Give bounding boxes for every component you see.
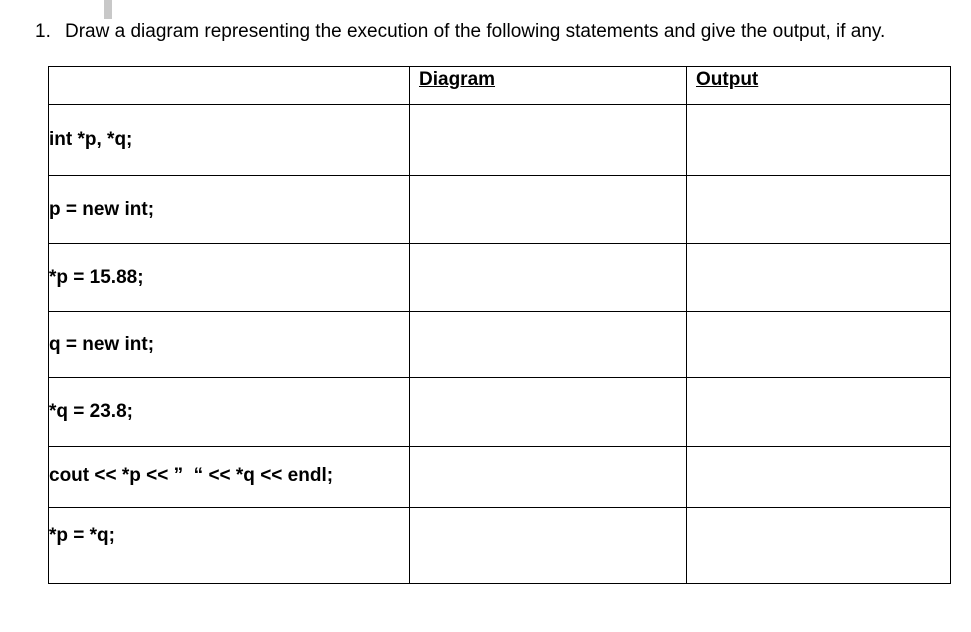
- question-number: 1.: [35, 21, 51, 42]
- table-row: [49, 105, 951, 176]
- statement-column-header: [49, 67, 410, 105]
- table-header-row: [49, 67, 951, 105]
- text-cursor-marker: [104, 0, 112, 19]
- diagram-cell[interactable]: [410, 508, 687, 584]
- question-text: Draw a diagram representing the execution of the following statements and give the output, if any.: [65, 21, 886, 42]
- table-row: [49, 176, 951, 244]
- statement-cell: *p = 15.88;: [49, 244, 410, 312]
- diagram-cell[interactable]: [410, 105, 687, 176]
- worksheet-table: [48, 66, 951, 584]
- statement-cell: p = new int;: [49, 176, 410, 244]
- output-cell[interactable]: [687, 447, 951, 508]
- output-cell[interactable]: [687, 312, 951, 378]
- output-cell[interactable]: [687, 378, 951, 447]
- output-cell[interactable]: [687, 244, 951, 312]
- output-cell[interactable]: [687, 176, 951, 244]
- statement-cell: int *p, *q;: [49, 105, 410, 176]
- statement-cell: cout << *p << ” “ << *q << endl;: [49, 447, 410, 508]
- diagram-cell[interactable]: [410, 176, 687, 244]
- output-column-header: Output: [687, 67, 951, 105]
- statement-cell: *q = 23.8;: [49, 378, 410, 447]
- output-cell[interactable]: [687, 105, 951, 176]
- diagram-column-header: Diagram: [410, 67, 687, 105]
- output-cell[interactable]: [687, 508, 951, 584]
- statement-cell: *p = *q;: [49, 508, 410, 584]
- diagram-cell[interactable]: [410, 312, 687, 378]
- table-row: [49, 244, 951, 312]
- diagram-cell[interactable]: [410, 447, 687, 508]
- table-row: [49, 312, 951, 378]
- table-row: [49, 378, 951, 447]
- statement-cell: q = new int;: [49, 312, 410, 378]
- table-row: [49, 508, 951, 584]
- table-row: [49, 447, 951, 508]
- diagram-cell[interactable]: [410, 244, 687, 312]
- diagram-cell[interactable]: [410, 378, 687, 447]
